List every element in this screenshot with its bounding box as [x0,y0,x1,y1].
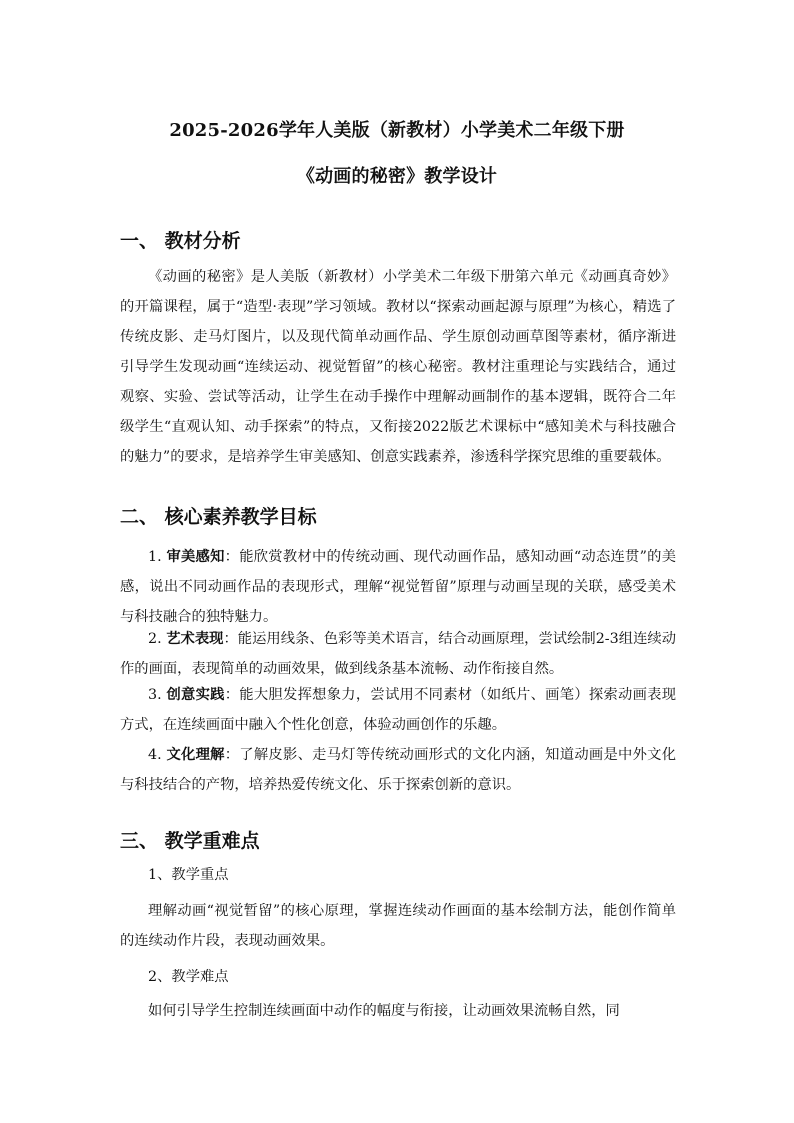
objective-number: 2. [148,631,167,647]
difficulty-paragraph: 如何引导学生控制连续画面中动作的幅度与衔接，让动画效果流畅自然，同 [148,1003,620,1019]
objective-text: ：能欣赏教材中的传统动画、现代动画作品，感知动画“动态连贯”的美感，说出不同动画作品的表现形式，理解“视觉暂留”原理与动画呈现的关联，感受美术与科技融合的独特魅力。 [120,549,677,625]
key-point-label: 1、教学重点 [148,867,229,883]
section-heading-textbook-analysis: 一、 教材分析 [120,230,241,252]
objective-label: 审美感知 [166,549,225,565]
objective-label: 创意实践 [166,687,225,703]
objective-item [120,680,676,740]
objective-item [120,624,676,684]
objective-label: 艺术表现 [166,631,224,647]
objective-label: 文化理解 [166,747,225,763]
difficulty-label: 2、教学难点 [148,969,229,985]
objective-item [120,542,676,632]
objective-text: ：能运用线条、色彩等美术语言，结合动画原理，尝试绘制2-3组连续动作的画面，表现简单的动画效果，做到线条基本流畅、动作衔接自然。 [120,631,676,677]
section-heading-objectives: 二、 核心素养教学目标 [120,506,317,528]
objective-number: 1. [148,549,167,565]
objective-item [120,740,676,800]
textbook-analysis-paragraph: 《动画的秘密》是人美版（新教材）小学美术二年级下册第六单元《动画真奇妙》的开篇课程，属于“造型·表现”学习领域。教材以“探索动画起源与原理”为核心，精选了传统皮影、走马灯图片，以及现代简单动画作品、学生原创动画草图等素材，循序渐进引导学生发现动画“连续运动、视觉暂留”的核心秘密。教材注重理论与实践结合，通过观察、实验、尝试等活动，让学生在动手操作中理解动画制作的基本逻辑，既符合二年级学生“直观认知、动手探索”的特点，又衔接2022版艺术课标中“感知美术与科技融合的魅力”的要求，是培养学生审美感知、创意实践素养，渗透科学探究思维的重要载体。 [120,269,676,465]
objective-number: 4. [148,747,167,763]
objective-text: ：了解皮影、走马灯等传统动画形式的文化内涵，知道动画是中外文化与科技结合的产物，培养热爱传统文化、乐于探索创新的意识。 [120,747,677,793]
document-subtitle: 《动画的秘密》教学设计 [296,166,498,187]
key-point-paragraph: 理解动画“视觉暂留”的核心原理，掌握连续动作画面的基本绘制方法，能创作简单的连续动作片段，表现动画效果。 [120,903,676,949]
section-heading-key-difficult-points: 三、 教学重难点 [120,830,260,852]
objective-text: ：能大胆发挥想象力，尝试用不同素材（如纸片、画笔）探索动画表现方式，在连续画面中融入个性化创意，体验动画创作的乐趣。 [120,687,677,733]
objective-number: 3. [148,687,167,703]
document-title: 2025-2026学年人美版（新教材）小学美术二年级下册 [169,120,625,141]
